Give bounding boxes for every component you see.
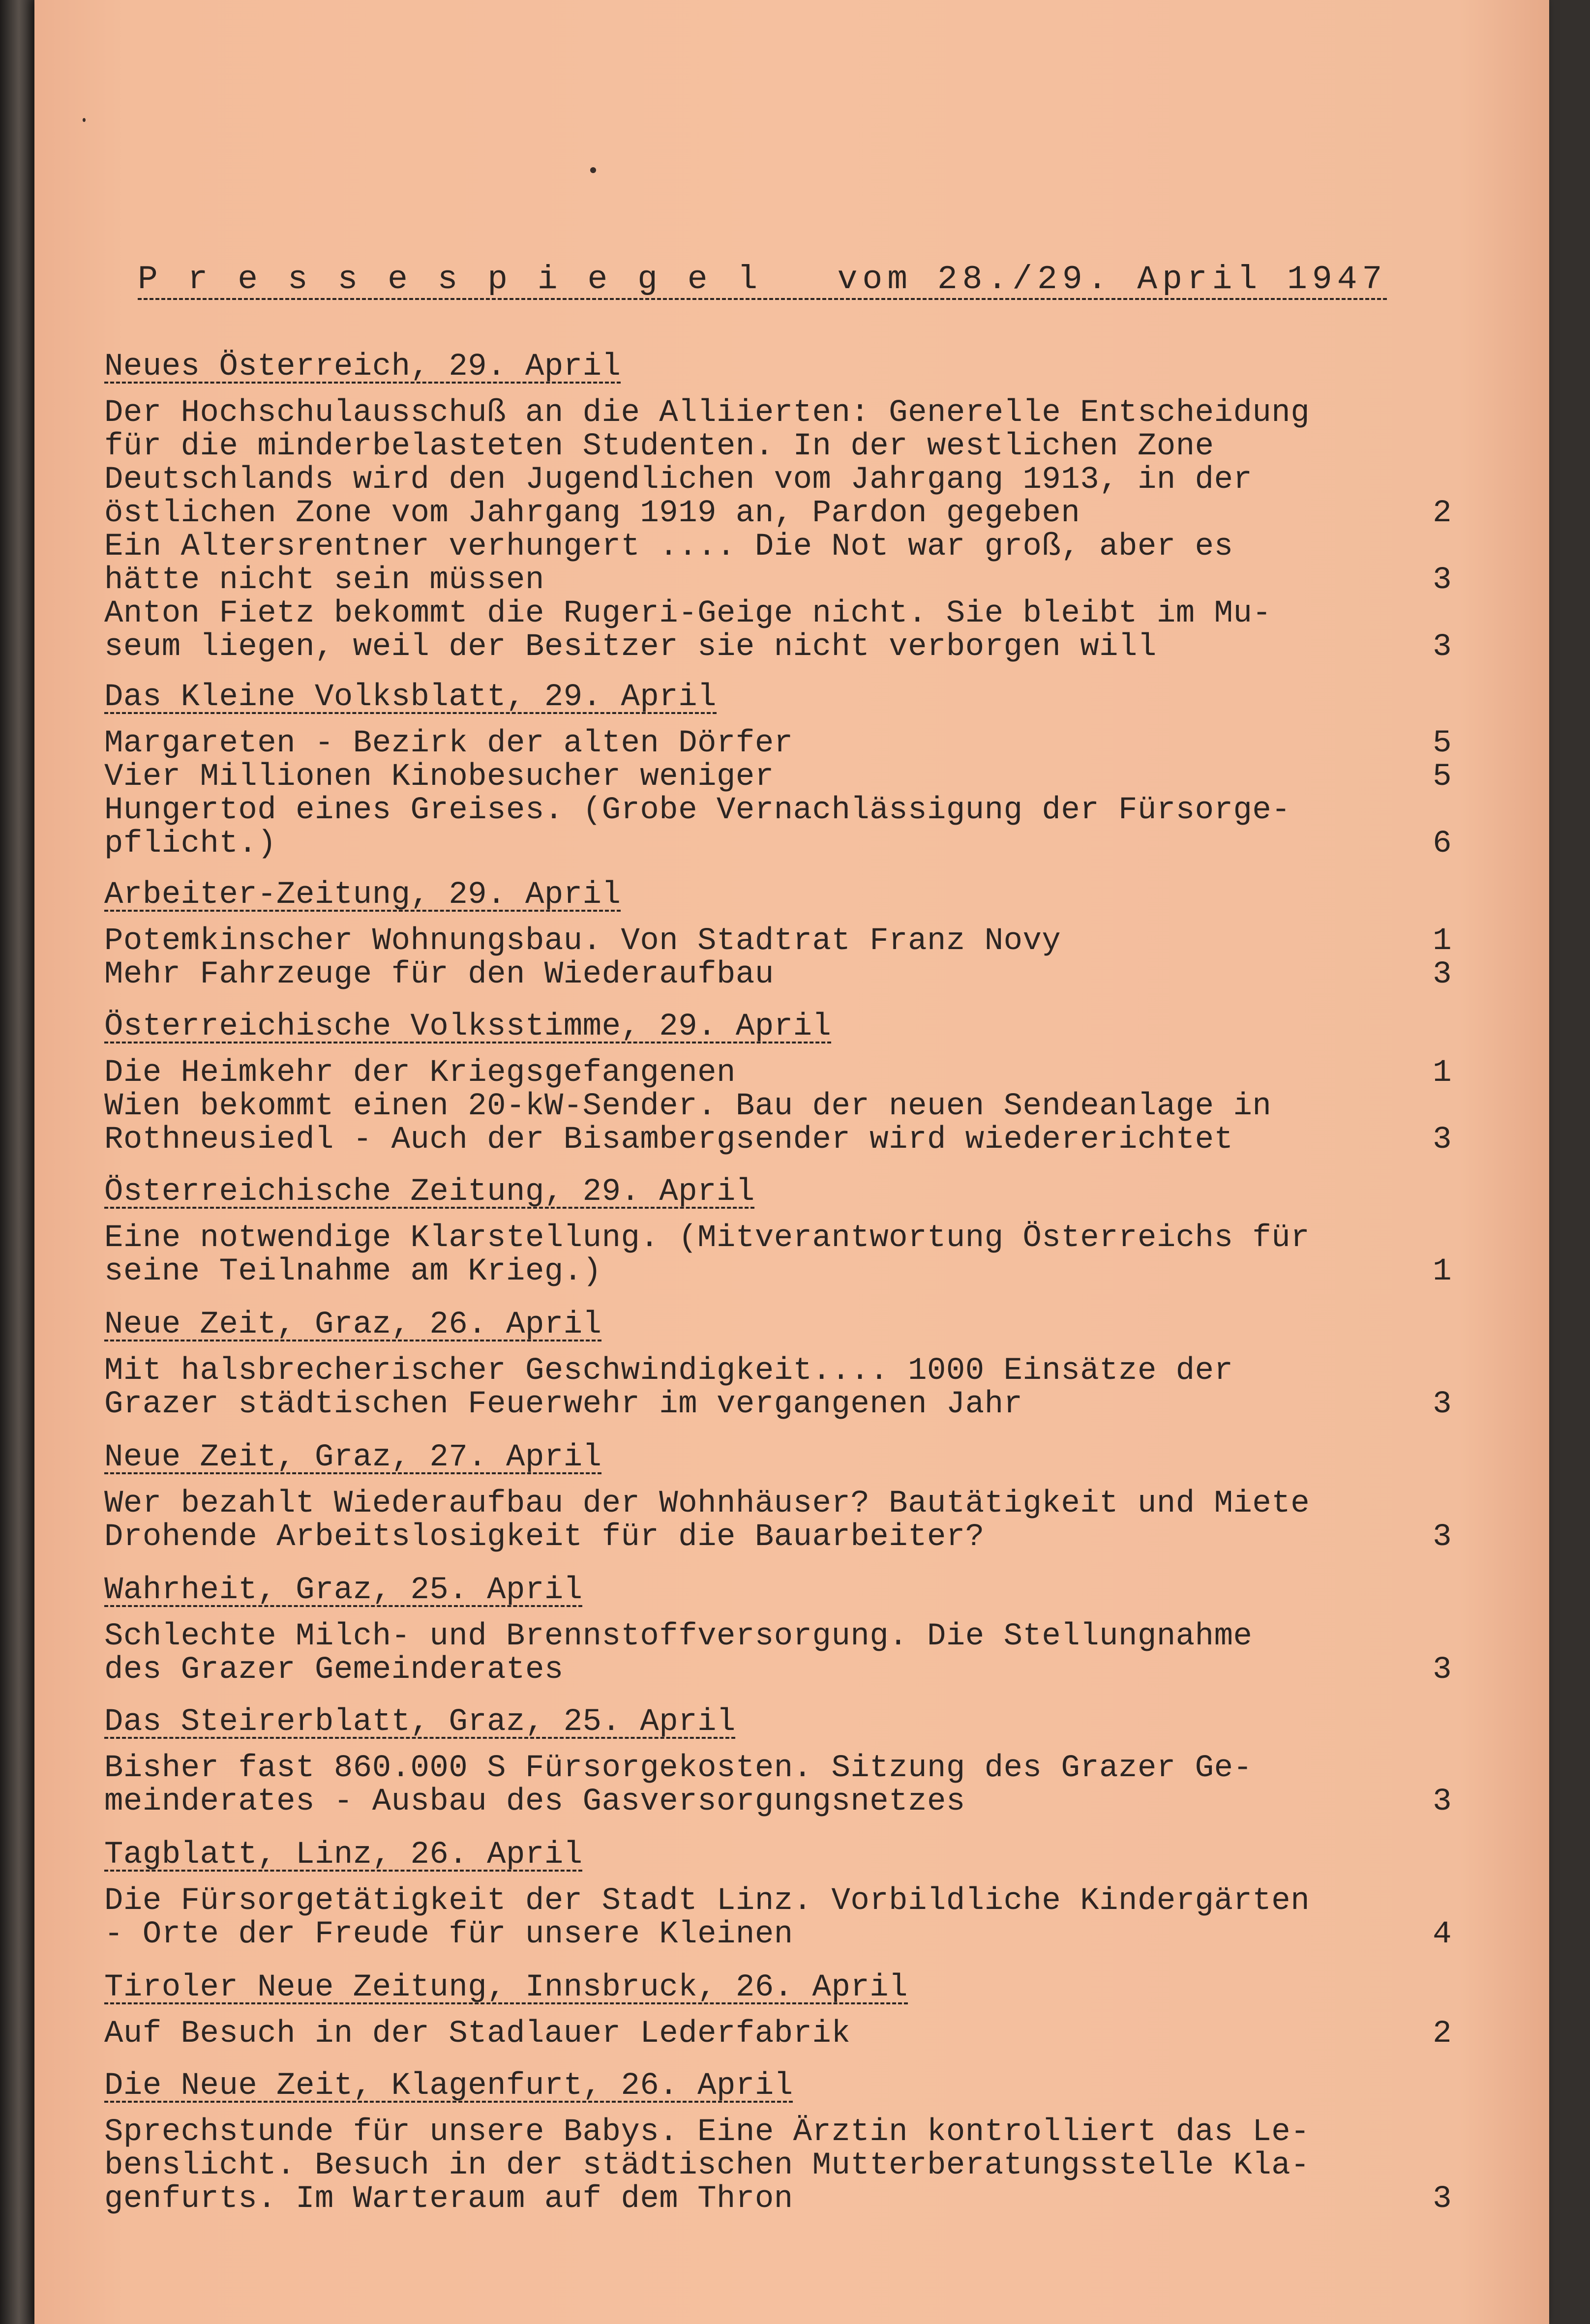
page-number: 6 — [1433, 826, 1452, 862]
item-text: Auf Besuch in der Stadlauer Lederfabrik — [104, 2016, 851, 2052]
section-heading: Österreichische Volksstimme, 29. April — [104, 1009, 832, 1044]
page-number: 3 — [1433, 957, 1452, 992]
section-heading: Wahrheit, Graz, 25. April — [104, 1573, 583, 1608]
item-text: Wer bezahlt Wiederaufbau der Wohnhäuser? Bautätigkeit und Miete Drohende Arbeitslosigkeit für die Bauarbeiter? — [104, 1486, 1310, 1555]
binding-edge — [0, 0, 34, 2324]
list-item — [104, 2115, 1452, 2216]
list-item — [104, 597, 1452, 664]
section-volksstimme — [104, 1010, 1452, 1157]
list-item — [104, 794, 1452, 861]
list-item — [104, 1620, 1452, 1687]
section-heading: Tagblatt, Linz, 26. April — [104, 1837, 583, 1873]
page-number: 3 — [1433, 1652, 1452, 1688]
section-heading: Tiroler Neue Zeitung, Innsbruck, 26. April — [104, 1970, 908, 2005]
page-number: 1 — [1433, 1055, 1452, 1091]
section-heading: Das Steirerblatt, Graz, 25. April — [104, 1704, 736, 1740]
section-tagblatt-linz — [104, 1838, 1452, 1951]
section-neues-oesterreich — [104, 350, 1452, 664]
section-neue-zeit-27 — [104, 1441, 1452, 1554]
item-text: Mit halsbrecherischer Geschwindigkeit.... 1000 Einsätze der Grazer städtischen Feuerwehr im vergangenen Jahr — [104, 1353, 1233, 1422]
item-text: Die Fürsorgetätigkeit der Stadt Linz. Vorbildliche Kindergärten - Orte der Freude für unsere Kleinen — [104, 1883, 1310, 1952]
section-heading: Die Neue Zeit, Klagenfurt, 26. April — [104, 2068, 793, 2104]
ink-dot — [83, 118, 86, 122]
page-number: 3 — [1433, 629, 1452, 665]
item-text: Anton Fietz bekommt die Rugeri-Geige nicht. Sie bleibt im Mu- seum liegen, weil der Besitzer sie nicht verborgen will — [104, 596, 1272, 665]
section-heading: Das Kleine Volksblatt, 29. April — [104, 680, 717, 715]
section-heading: Österreichische Zeitung, 29. April — [104, 1174, 755, 1210]
item-text: Wien bekommt einen 20-kW-Sender. Bau der neuen Sendeanlage in Rothneusiedl - Auch der Bisambergsender wird wiedererichtet — [104, 1089, 1272, 1158]
page-number: 3 — [1433, 1784, 1452, 1819]
section-heading: Arbeiter-Zeitung, 29. April — [104, 877, 621, 913]
page-number: 3 — [1433, 1122, 1452, 1158]
page-number: 2 — [1433, 496, 1452, 531]
list-item — [104, 924, 1452, 958]
list-item — [104, 2017, 1452, 2051]
ink-dot — [590, 167, 596, 173]
list-item — [104, 1354, 1452, 1421]
page-number: 1 — [1433, 924, 1452, 959]
item-text: Hungertod eines Greises. (Grobe Vernachlässigung der Fürsorge- pflicht.) — [104, 793, 1291, 862]
section-heading: Neues Österreich, 29. April — [104, 349, 621, 385]
section-neue-zeit-26 — [104, 1308, 1452, 1421]
list-item — [104, 1884, 1452, 1951]
list-item — [104, 727, 1452, 760]
section-heading: Neue Zeit, Graz, 26. April — [104, 1307, 602, 1342]
section-arbeiter-zeitung — [104, 878, 1452, 991]
section-steirerblatt — [104, 1705, 1452, 1818]
page-number: 3 — [1433, 1520, 1452, 1555]
list-item — [104, 958, 1452, 991]
page-number: 3 — [1433, 2181, 1452, 2217]
item-text: Der Hochschulausschuß an die Alliierten: Generelle Entscheidung für die minderbelasteten Studenten. In der westlichen Zone Deutschlands wird den Jugendlichen vom Jahrgang 1913, in der östlichen Zone vom Jahrgang 1919 an, Pardon gegeben — [104, 395, 1310, 531]
item-text: Ein Altersrentner verhungert .... Die Not war groß, aber es hätte nicht sein müssen — [104, 529, 1233, 598]
section-tiroler-neue-zeitung — [104, 1971, 1452, 2051]
item-text: Margareten - Bezirk der alten Dörfer — [104, 726, 793, 761]
list-item — [104, 396, 1452, 530]
list-item — [104, 1090, 1452, 1157]
list-item — [104, 530, 1452, 597]
section-neue-zeit-klagenfurt — [104, 2069, 1452, 2216]
list-item — [104, 1752, 1452, 1818]
item-text: Vier Millionen Kinobesucher weniger — [104, 759, 774, 795]
item-text: Sprechstunde für unsere Babys. Eine Ärztin kontrolliert das Le- benslicht. Besuch in der städtischen Mutterberatungsstelle Kla- genfurts. Im Warteraum auf dem Thron — [104, 2115, 1310, 2217]
section-wahrheit — [104, 1574, 1452, 1687]
item-text: Mehr Fahrzeuge für den Wiederaufbau — [104, 957, 774, 992]
list-item — [104, 1222, 1452, 1288]
section-heading: Neue Zeit, Graz, 27. April — [104, 1440, 602, 1475]
page-number: 4 — [1433, 1917, 1452, 1952]
page-number: 1 — [1433, 1254, 1452, 1289]
item-text: Die Heimkehr der Kriegsgefangenen — [104, 1055, 736, 1091]
page-number: 5 — [1433, 759, 1452, 795]
list-item — [104, 1056, 1452, 1090]
item-text: Schlechte Milch- und Brennstoffversorgung. Die Stellungnahme des Grazer Gemeinderates — [104, 1619, 1253, 1688]
item-text: Eine notwendige Klarstellung. (Mitverantwortung Österreichs für seine Teilnahme am Krieg.) — [104, 1221, 1310, 1289]
document-page — [34, 0, 1549, 2324]
item-text: Bisher fast 860.000 S Fürsorgekosten. Sitzung des Grazer Ge- meinderates - Ausbau des Gasversorgungsnetzes — [104, 1751, 1253, 1819]
page-number: 3 — [1433, 1387, 1452, 1422]
section-oesterreichische-zeitung — [104, 1175, 1452, 1288]
section-kleine-volksblatt — [104, 681, 1452, 861]
list-item — [104, 1487, 1452, 1554]
item-text: Potemkinscher Wohnungsbau. Von Stadtrat Franz Novy — [104, 924, 1061, 959]
page-number: 2 — [1433, 2016, 1452, 2052]
page-title: P r e s s e s p i e g e l vom 28./29. April 1947 — [138, 261, 1387, 298]
list-item — [104, 760, 1452, 794]
page-number: 5 — [1433, 726, 1452, 761]
page-number: 3 — [1433, 563, 1452, 598]
